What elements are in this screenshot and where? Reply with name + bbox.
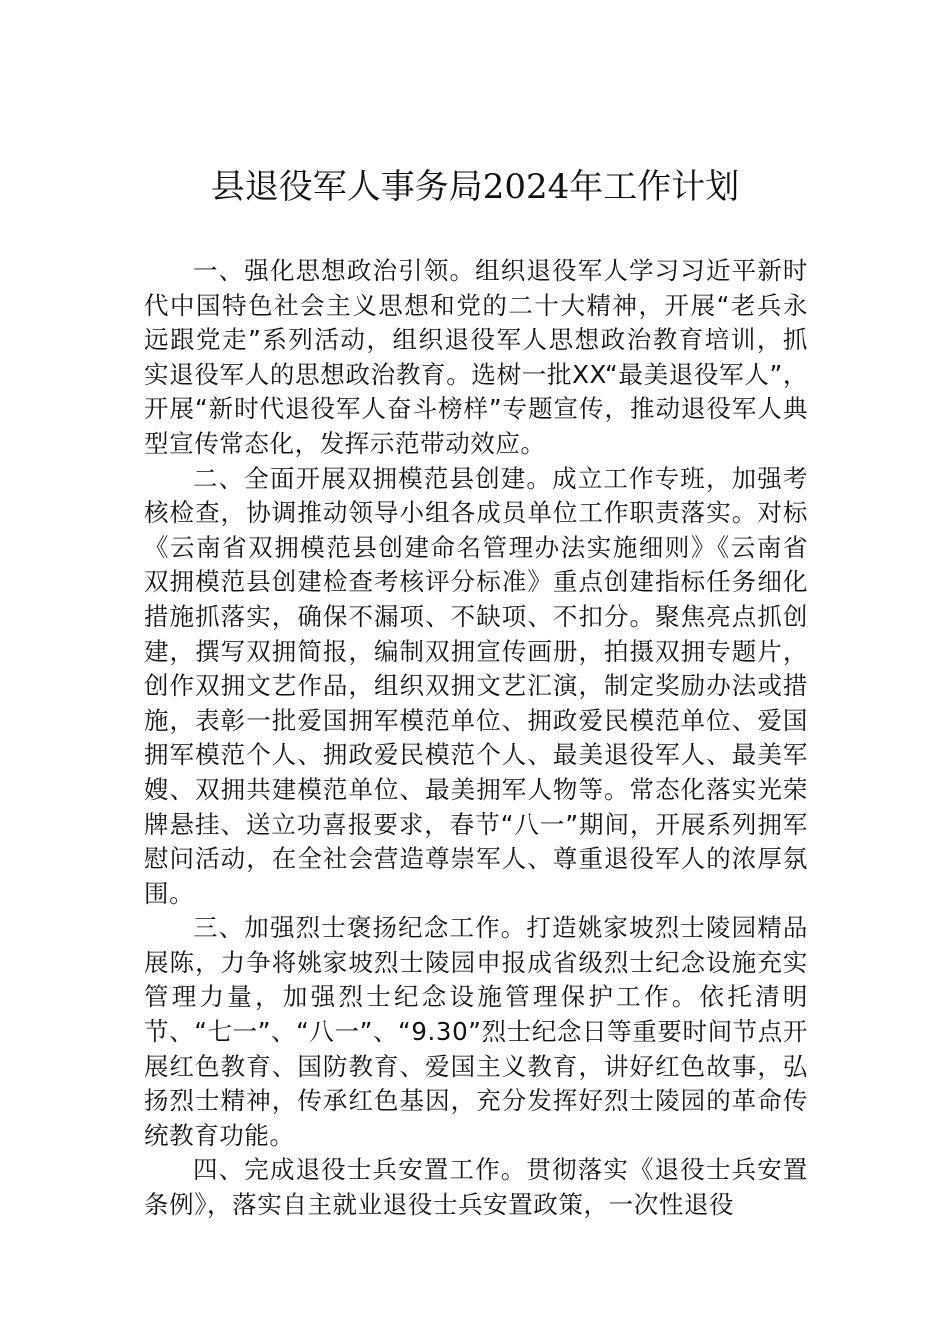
paragraph-4: 四、完成退役士兵安置工作。贯彻落实《退役士兵安置条例》，落实自主就业退役士兵安置政策，一次性退役 bbox=[144, 1155, 808, 1220]
paragraph-2: 二、全面开展双拥模范县创建。成立工作专班，加强考核检查，协调推动领导小组各成员单位工作职责落实。对标《云南省双拥模范县创建命名管理办法实施细则》《云南省双拥模范县创建检查考核评分标准》重点创建指标任务细化措施抓落实，确保不漏项、不缺项、不扣分。聚焦亮点抓创建，撰写双拥简报，编制双拥宣传画册，拍摄双拥专题片，创作双拥文艺作品，组织双拥文艺汇演，制定奖励办法或措施，表彰一批爱国拥军模范单位、拥政爱民模范单位、爱国拥军模范个人、拥政爱民模范个人、最美退役军人、最美军嫂、双拥共建模范单位、最美拥军人物等。常态化落实光荣牌悬挂、送立功喜报要求，春节“八一”期间，开展系列拥军慰问活动，在全社会营造尊崇军人、尊重退役军人的浓厚氛围。 bbox=[144, 463, 808, 908]
document-title: 县退役军人事务局2024年工作计划 bbox=[210, 167, 740, 207]
paragraph-3: 三、加强烈士褒扬纪念工作。打造姚家坡烈士陵园精品展陈，力争将姚家坡烈士陵园申报成省级烈士纪念设施充实管理力量，加强烈士纪念设施管理保护工作。依托清明节、“七一”、“八一”、“9.30”烈士纪念日等重要时间节点开展红色教育、国防教育、爱国主义教育，讲好红色故事，弘扬烈士精神，传承红色基因，充分发挥好烈士陵园的革命传统教育功能。 bbox=[144, 913, 808, 1150]
document-body bbox=[144, 254, 808, 1223]
paragraph-1: 一、强化思想政治引领。组织退役军人学习习近平新时代中国特色社会主义思想和党的二十大精神，开展“老兵永远跟党走”系列活动，组织退役军人思想政治教育培训，抓实退役军人的思想政治教育。选树一批XX“最美退役军人”，开展“新时代退役军人奋斗榜样”专题宣传，推动退役军人典型宣传常态化，发挥示范带动效应。 bbox=[144, 256, 808, 458]
